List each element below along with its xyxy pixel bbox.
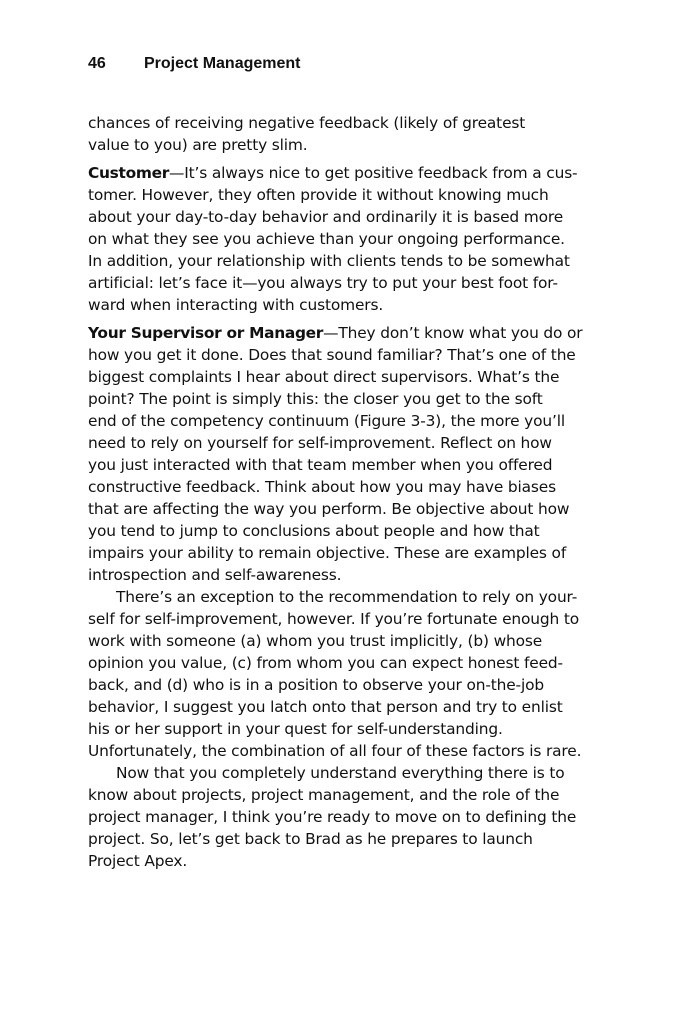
text-line: tomer. However, they often provide it without knowing much: [88, 186, 549, 204]
text-line: you tend to jump to conclusions about people and how that: [88, 522, 540, 540]
text-line: artificial: let’s face it—you always try to put your best foot for-: [88, 274, 558, 292]
paragraph-conclusion: [88, 762, 606, 872]
text-line: on what they see you achieve than your ongoing performance.: [88, 230, 565, 248]
text-line: [88, 162, 606, 184]
text-line: work with someone (a) whom you trust implicitly, (b) whose: [88, 632, 543, 650]
text-line: Unfortunately, the combination of all four of these factors is rare.: [88, 742, 582, 760]
paragraph-customer: [88, 162, 606, 316]
text-line: that are affecting the way you perform. Be objective about how: [88, 500, 570, 518]
text-line: ward when interacting with customers.: [88, 296, 384, 314]
text-run: —They don’t know what you do or: [323, 324, 583, 342]
term-customer: Customer: [88, 164, 170, 182]
text-line: [88, 322, 606, 344]
paragraph-exception: [88, 586, 606, 762]
paragraph-continuation: [88, 112, 606, 156]
term-supervisor: Your Supervisor or Manager: [88, 324, 324, 342]
paragraph-supervisor: [88, 322, 606, 586]
text-line: his or her support in your quest for self-understanding.: [88, 720, 503, 738]
text-line: constructive feedback. Think about how you may have biases: [88, 478, 556, 496]
text-line: know about projects, project management, and the role of the: [88, 786, 560, 804]
text-line: behavior, I suggest you latch onto that person and try to enlist: [88, 698, 563, 716]
text-line: Project Apex.: [88, 852, 188, 870]
text-line: self for self-improvement, however. If you’re fortunate enough to: [88, 610, 579, 628]
text-line: opinion you value, (c) from whom you can expect honest feed-: [88, 654, 563, 672]
text-line: end of the competency continuum (Figure 3-3), the more you’ll: [88, 412, 565, 430]
text-line: In addition, your relationship with clients tends to be somewhat: [88, 252, 570, 270]
text-line: point? The point is simply this: the closer you get to the soft: [88, 390, 543, 408]
text-line: how you get it done. Does that sound familiar? That’s one of the: [88, 346, 576, 364]
text-line: project. So, let’s get back to Brad as he prepares to launch: [88, 830, 533, 848]
text-line: introspection and self-awareness.: [88, 566, 342, 584]
text-line: need to rely on yourself for self-improvement. Reflect on how: [88, 434, 552, 452]
text-line: impairs your ability to remain objective. These are examples of: [88, 544, 567, 562]
text-run: —It’s always nice to get positive feedback from a cus-: [169, 164, 578, 182]
text-line: value to you) are pretty slim.: [88, 136, 308, 154]
text-line: project manager, I think you’re ready to move on to defining the: [88, 808, 577, 826]
text-line: biggest complaints I hear about direct supervisors. What’s the: [88, 368, 560, 386]
text-line: you just interacted with that team member when you offered: [88, 456, 553, 474]
body-text: [88, 112, 606, 872]
text-line: back, and (d) who is in a position to observe your on-the-job: [88, 676, 544, 694]
text-line: There’s an exception to the recommendation to rely on your-: [116, 588, 578, 606]
text-line: about your day-to-day behavior and ordinarily it is based more: [88, 208, 564, 226]
text-line: chances of receiving negative feedback (likely of greatest: [88, 114, 526, 132]
running-title: Project Management: [144, 55, 301, 72]
running-head: [88, 53, 300, 75]
text-line: Now that you completely understand everything there is to: [116, 764, 565, 782]
page-number: 46: [88, 55, 106, 72]
